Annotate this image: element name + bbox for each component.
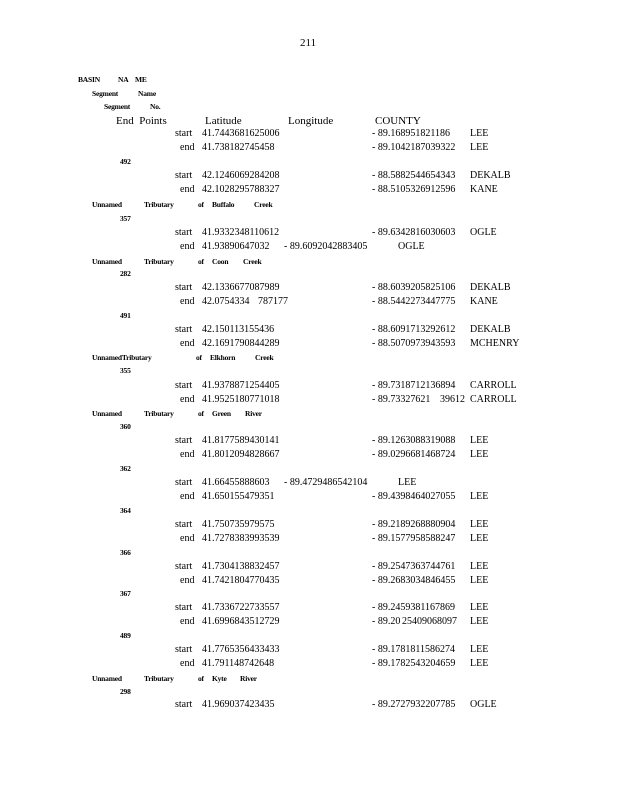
county-value: LEE bbox=[470, 519, 489, 530]
latitude-value: 42.1336677087989 bbox=[202, 282, 280, 293]
endpoint-label: end bbox=[180, 449, 195, 460]
latitude-value: 41.9332348110612 bbox=[202, 227, 280, 238]
latitude-value: 41.93890647032 bbox=[202, 241, 270, 252]
longitude-value: - 89.4398464027055 bbox=[372, 491, 456, 502]
longitude-value: - 88.5442273447775 bbox=[372, 296, 456, 307]
endpoint-label: start bbox=[175, 435, 193, 446]
endpoint-label: end bbox=[180, 491, 195, 502]
endpoint-label: start bbox=[175, 602, 193, 613]
segment-number: 298 bbox=[120, 687, 131, 696]
trib-word: Tributary bbox=[144, 257, 174, 266]
trib-word: Coon bbox=[212, 257, 229, 266]
trib-word: of bbox=[198, 409, 204, 418]
longitude-value: - 88.5105326912596 bbox=[372, 184, 456, 195]
county-value: LEE bbox=[470, 575, 489, 586]
latitude-value: 42.1246069284208 bbox=[202, 170, 280, 181]
segment-number: 360 bbox=[120, 422, 131, 431]
endpoint-label: start bbox=[175, 519, 193, 530]
segment-number: 366 bbox=[120, 548, 131, 557]
longitude-value: - 89.2683034846455 bbox=[372, 575, 456, 586]
endpoint-label: start bbox=[175, 128, 193, 139]
longitude-value: - 88.5070973943593 bbox=[372, 338, 456, 349]
county-value: DEKALB bbox=[470, 282, 511, 293]
longitude-value: - 89.1782543204659 bbox=[372, 658, 456, 669]
latitude-value: 42.1028295788327 bbox=[202, 184, 280, 195]
header-me: ME bbox=[135, 75, 147, 84]
header-end-points: End Points bbox=[116, 115, 167, 127]
trib-word: Kyte bbox=[212, 674, 227, 683]
latitude-value: 41.7443681625006 bbox=[202, 128, 280, 139]
latitude-value: 41.6996843512729 bbox=[202, 616, 280, 627]
endpoint-label: end bbox=[180, 241, 195, 252]
endpoint-label: end bbox=[180, 296, 195, 307]
segment-number: 367 bbox=[120, 589, 131, 598]
endpoint-label: end bbox=[180, 658, 195, 669]
longitude-value: - 89.6342816030603 bbox=[372, 227, 456, 238]
latitude-value-fragment: 787177 bbox=[258, 296, 288, 307]
header-latitude: Latitude bbox=[205, 115, 242, 127]
county-value: KANE bbox=[470, 296, 498, 307]
county-value: LEE bbox=[470, 658, 489, 669]
trib-word: Tributary bbox=[144, 409, 174, 418]
longitude-value: - 88.6091713292612 bbox=[372, 324, 456, 335]
longitude-value: - 89.4729486542104 bbox=[284, 477, 368, 488]
longitude-value: - 89.73327621 bbox=[372, 394, 431, 405]
county-value: CARROLL bbox=[470, 394, 517, 405]
county-value: LEE bbox=[470, 128, 489, 139]
longitude-value: - 89.2459381167869 bbox=[372, 602, 455, 613]
trib-word: Creek bbox=[243, 257, 262, 266]
endpoint-label: end bbox=[180, 575, 195, 586]
trib-word: Unnamed bbox=[92, 200, 122, 209]
header-county: COUNTY bbox=[375, 115, 421, 127]
segment-number: 489 bbox=[120, 631, 131, 640]
county-value: DEKALB bbox=[470, 324, 511, 335]
endpoint-label: start bbox=[175, 380, 193, 391]
latitude-value: 41.7421804770435 bbox=[202, 575, 280, 586]
endpoint-label: start bbox=[175, 227, 193, 238]
latitude-value: 42.0754334 bbox=[202, 296, 250, 307]
longitude-value: - 89.6092042883405 bbox=[284, 241, 368, 252]
latitude-value: 41.9525180771018 bbox=[202, 394, 280, 405]
latitude-value: 41.738182745458 bbox=[202, 142, 275, 153]
longitude-value: - 89.2727932207785 bbox=[372, 699, 456, 710]
trib-word: of bbox=[198, 257, 204, 266]
header-name: Name bbox=[138, 89, 156, 98]
header-na: NA bbox=[118, 75, 129, 84]
longitude-value: - 89.20 bbox=[372, 616, 401, 627]
trib-word: Creek bbox=[254, 200, 273, 209]
trib-word: Buffalo bbox=[212, 200, 235, 209]
latitude-value: 41.8177589430141 bbox=[202, 435, 280, 446]
trib-word: of bbox=[198, 200, 204, 209]
endpoint-label: start bbox=[175, 477, 193, 488]
latitude-value: 41.66455888603 bbox=[202, 477, 270, 488]
segment-number: 362 bbox=[120, 464, 131, 473]
latitude-value: 41.969037423435 bbox=[202, 699, 275, 710]
header-segment-2: Segment bbox=[104, 102, 131, 111]
trib-word: Tributary bbox=[144, 674, 174, 683]
endpoint-label: start bbox=[175, 644, 193, 655]
latitude-value: 41.9378871254405 bbox=[202, 380, 280, 391]
endpoint-label: start bbox=[175, 170, 193, 181]
trib-word: UnnamedTributary bbox=[92, 353, 152, 362]
latitude-value: 41.8012094828667 bbox=[202, 449, 280, 460]
longitude-value: - 89.1042187039322 bbox=[372, 142, 456, 153]
trib-word: River bbox=[245, 409, 262, 418]
segment-number: 491 bbox=[120, 311, 131, 320]
page-number: 211 bbox=[300, 37, 317, 49]
latitude-value: 42.150113155436 bbox=[202, 324, 275, 335]
endpoint-label: start bbox=[175, 282, 193, 293]
longitude-value: - 89.2189268880904 bbox=[372, 519, 456, 530]
county-value: DEKALB bbox=[470, 170, 511, 181]
trib-word: River bbox=[240, 674, 257, 683]
trib-word: Unnamed bbox=[92, 674, 122, 683]
latitude-value: 42.1691790844289 bbox=[202, 338, 280, 349]
trib-word: Tributary bbox=[144, 200, 174, 209]
segment-number: 357 bbox=[120, 214, 131, 223]
endpoint-label: end bbox=[180, 533, 195, 544]
endpoint-label: end bbox=[180, 184, 195, 195]
county-value: MCHENRY bbox=[470, 338, 520, 349]
trib-word: Elkhorn bbox=[210, 353, 236, 362]
latitude-value: 41.650155479351 bbox=[202, 491, 275, 502]
endpoint-label: start bbox=[175, 561, 193, 572]
county-value: LEE bbox=[470, 602, 489, 613]
header-no: No. bbox=[150, 102, 161, 111]
longitude-value: - 89.1781811586274 bbox=[372, 644, 455, 655]
latitude-value: 41.750735979575 bbox=[202, 519, 275, 530]
longitude-value: - 89.168951821186 bbox=[372, 128, 450, 139]
county-value: LEE bbox=[470, 644, 489, 655]
latitude-value: 41.7304138832457 bbox=[202, 561, 280, 572]
segment-number: 364 bbox=[120, 506, 131, 515]
county-value: LEE bbox=[398, 477, 417, 488]
longitude-value: - 89.0296681468724 bbox=[372, 449, 456, 460]
header-longitude: Longitude bbox=[288, 115, 334, 127]
county-value: LEE bbox=[470, 616, 489, 627]
county-value: OGLE bbox=[398, 241, 425, 252]
trib-word: of bbox=[198, 674, 204, 683]
county-value: LEE bbox=[470, 561, 489, 572]
longitude-value: - 89.2547363744761 bbox=[372, 561, 456, 572]
county-value: OGLE bbox=[470, 227, 497, 238]
segment-number: 355 bbox=[120, 366, 131, 375]
longitude-value: - 89.1577958588247 bbox=[372, 533, 456, 544]
county-value: LEE bbox=[470, 449, 489, 460]
header-segment: Segment bbox=[92, 89, 119, 98]
longitude-value: - 89.1263088319088 bbox=[372, 435, 456, 446]
longitude-value-fragment: 25409068097 bbox=[402, 616, 457, 627]
trib-word: of bbox=[196, 353, 202, 362]
county-value: LEE bbox=[470, 491, 489, 502]
latitude-value: 41.791148742648 bbox=[202, 658, 275, 669]
endpoint-label: end bbox=[180, 394, 195, 405]
longitude-value: - 88.5882544654343 bbox=[372, 170, 456, 181]
trib-word: Green bbox=[212, 409, 231, 418]
county-value: KANE bbox=[470, 184, 498, 195]
endpoint-label: start bbox=[175, 324, 193, 335]
latitude-value: 41.7278383993539 bbox=[202, 533, 280, 544]
county-value: LEE bbox=[470, 142, 489, 153]
endpoint-label: end bbox=[180, 338, 195, 349]
longitude-value: - 88.6039205825106 bbox=[372, 282, 456, 293]
latitude-value: 41.7336722733557 bbox=[202, 602, 280, 613]
endpoint-label: end bbox=[180, 616, 195, 627]
longitude-value-fragment: 39612 bbox=[440, 394, 465, 405]
segment-number: 492 bbox=[120, 157, 131, 166]
county-value: OGLE bbox=[470, 699, 497, 710]
segment-number: 282 bbox=[120, 269, 131, 278]
trib-word: Unnamed bbox=[92, 409, 122, 418]
endpoint-label: end bbox=[180, 142, 195, 153]
endpoint-label: start bbox=[175, 699, 193, 710]
county-value: LEE bbox=[470, 435, 489, 446]
county-value: CARROLL bbox=[470, 380, 517, 391]
trib-word: Unnamed bbox=[92, 257, 122, 266]
trib-word: Creek bbox=[255, 353, 274, 362]
header-basin: BASIN bbox=[78, 75, 100, 84]
latitude-value: 41.7765356433433 bbox=[202, 644, 280, 655]
longitude-value: - 89.7318712136894 bbox=[372, 380, 456, 391]
county-value: LEE bbox=[470, 533, 489, 544]
